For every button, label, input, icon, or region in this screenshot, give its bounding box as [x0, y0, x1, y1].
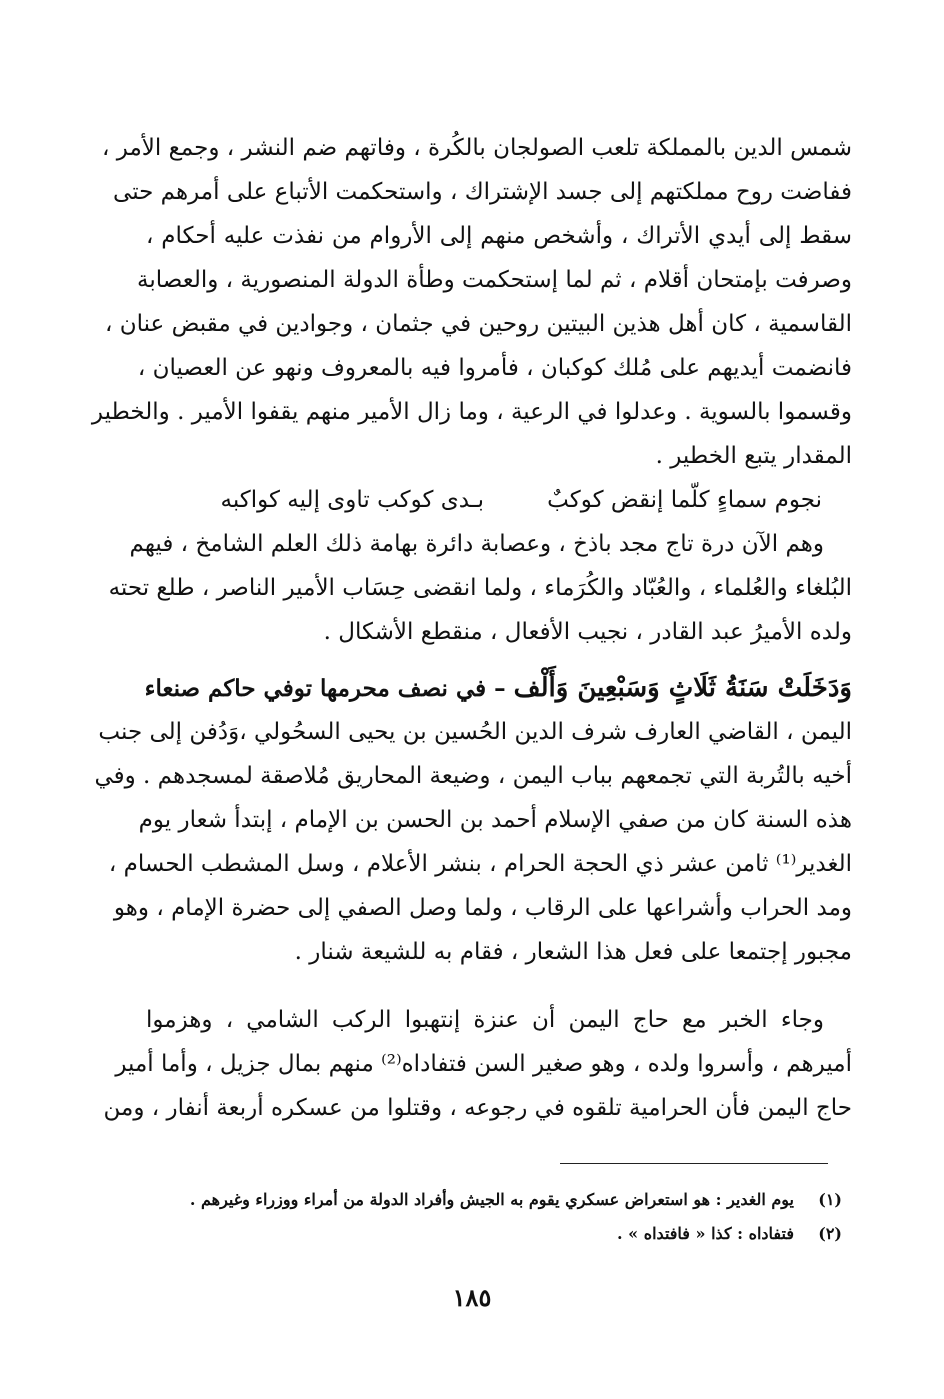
- text-line: حاج اليمن فأن الحرامية تلقوه في رجوعه ، وقتلوا من عسكره أربعة أنفار ، ومن: [103, 1095, 852, 1121]
- text-line: ولده الأميرُ عبد القادر ، نجيب الأفعال ، منقطع الأشكال .: [323, 619, 852, 645]
- page-number: ١٨٥: [452, 1283, 492, 1312]
- footnote-number: (٢): [818, 1224, 842, 1243]
- text-line: أميرهم ، وأسروا ولده ، وهو صغير السن فتفاداه⁽²⁾ منهم بمال جزيل ، وأما أمير: [115, 1051, 852, 1077]
- text-line: شمس الدين بالمملكة تلعب الصولجان بالكُرة ، وفاتهم ضم النشر ، وجمع الأمر ،: [102, 135, 852, 161]
- paragraph-2: [108, 522, 852, 654]
- text-line: المقدار يتبع الخطير .: [655, 443, 852, 469]
- text-line: اليمن ، القاضي العارف شرف الدين الحُسين بن يحيى السحُولي ،وَدُفن إلى جنب: [98, 719, 852, 745]
- footnote-number: (١): [818, 1190, 842, 1209]
- text-line: القاسمية ، كان أهل هذين البيتين روحين في جثمان ، وجوادين في مقبض عنان ،: [104, 311, 852, 337]
- text-line: وقسموا بالسوية . وعدلوا في الرعية ، وما زال الأمير منهم يقفوا الأمير . والخطير: [91, 399, 852, 425]
- text-line: أخيه بالتُربة التي تجمعهم بباب اليمن ، وضيعة المحاريق مُلاصقة لمسجدهم . وفي: [94, 763, 852, 789]
- paragraph-1: [91, 126, 852, 478]
- text-line: ففاضت روح مملكتهم إلى جسد الإشتراك ، واستحكمت الأتباع على أمرهم حتى: [113, 179, 852, 205]
- year-heading: وَدَخَلَتْ سَنَةُ ثَلَاثٍ وَسَبْعِينَ وَأَلْف: [513, 673, 852, 703]
- verse-second-hemistich: بـدى كوكب تاوى إليه كواكبه: [220, 487, 484, 513]
- text-line: مجبور إجتمعا على فعل هذا الشعار ، فقام به للشيعة شنار .: [294, 939, 852, 965]
- text-line: هذه السنة كان من صفي الإسلام أحمد بن الحسن بن الإمام ، إبتدأ شعار يوم: [138, 807, 852, 833]
- footnote-text: فتفاداه : كذا « فافتداه » .: [617, 1224, 794, 1243]
- verse-first-hemistich: نجوم سماءٍ كلّما إنقض كوكبٌ: [547, 487, 822, 513]
- year-heading-line: [146, 666, 852, 710]
- poetry-verse: [146, 478, 852, 522]
- text-line: وهم الآن درة تاج مجد باذخ ، وعصابة دائرة بهامة ذلك العلم الشامخ ، فيهم: [129, 531, 824, 557]
- text-line-rest: – في نصف محرمها توفي حاكم صنعاء: [144, 675, 506, 702]
- text-line: فانضمت أيديهم على مُلك كوكبان ، فأمروا فيه بالمعروف ونهو عن العصيان ،: [137, 355, 852, 381]
- footnote-item: [146, 1217, 852, 1251]
- text-line: وصرفت بإمتحان أقلام ، ثم لما إستحكمت وطأة الدولة المنصورية ، والعصابة: [137, 267, 852, 293]
- footnote-text: يوم الغدير : هو استعراض عسكري يقوم به الجيش وأفراد الدولة من أمراء ووزراء وغيرهم .: [189, 1190, 794, 1209]
- text-line: سقط إلى أيدي الأتراك ، وأشخص منهم إلى الأروام من نفذت عليه أحكام ،: [146, 223, 852, 249]
- paragraph-4: [103, 998, 852, 1130]
- text-line: ومد الحراب وأشراعها على الرقاب ، ولما وصل الصفي إلى حضرة الإمام ، وهو: [113, 895, 852, 921]
- footnote-item: [146, 1183, 852, 1217]
- paragraph-3: [94, 666, 852, 974]
- footnotes: [146, 1183, 852, 1251]
- text-line: الغدير⁽¹⁾ ثامن عشر ذي الحجة الحرام ، بنشر الأعلام ، وسل المشطب الحسام ،: [108, 851, 852, 877]
- footnote-divider: [560, 1163, 828, 1164]
- text-line: البُلغاء والعُلماء ، والعُبّاد والكُرَماء ، ولما انقضى حِسَاب الأمير الناصر ، طلع تحته: [108, 575, 852, 601]
- text-line: وجاء الخبر مع حاج اليمن أن عنزة إنتهبوا الركب الشامي ، وهزموا: [146, 1007, 824, 1033]
